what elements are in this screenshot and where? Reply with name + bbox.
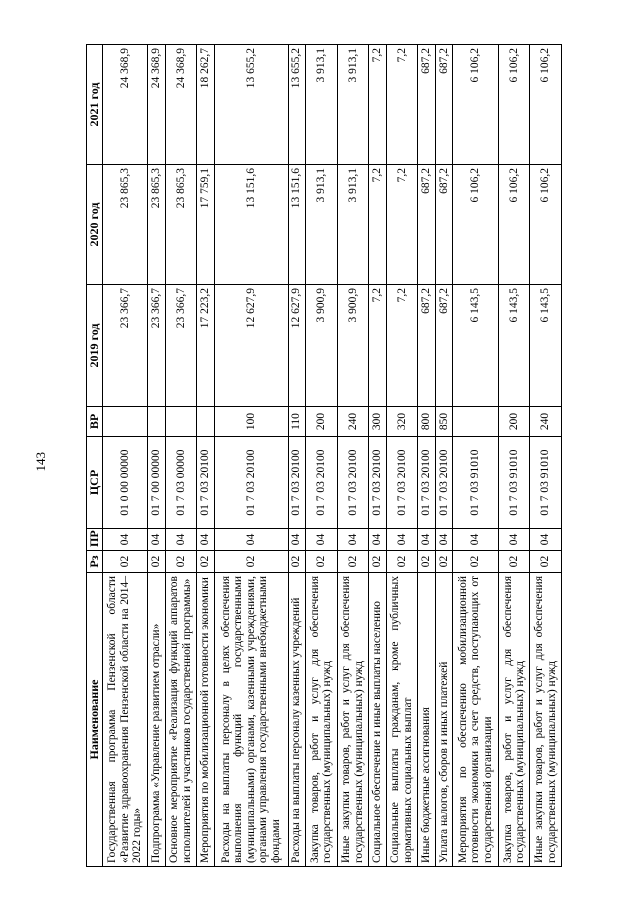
- row-vr: [148, 407, 165, 437]
- row-2019: 6 143,5: [530, 285, 562, 407]
- row-vr: [165, 407, 197, 437]
- row-name: Расходы на выплаты персоналу казенных учреждений: [288, 573, 305, 867]
- table-row: [418, 45, 435, 867]
- row-rz: 02: [337, 551, 369, 573]
- row-rz: 02: [386, 551, 418, 573]
- row-csr: 01 7 00 00000: [148, 437, 165, 529]
- row-pr: 04: [165, 529, 197, 551]
- row-csr: 01 7 03 20100: [418, 437, 435, 529]
- row-2019: 687,2: [418, 285, 435, 407]
- row-2019: 6 143,5: [498, 285, 530, 407]
- row-rz: 02: [102, 551, 148, 573]
- row-2021: 7,2: [369, 45, 386, 165]
- table-row: [148, 45, 165, 867]
- row-2021: 6 106,2: [453, 45, 499, 165]
- row-pr: 04: [305, 529, 337, 551]
- row-2019: 23 366,7: [102, 285, 148, 407]
- row-name: Закупка товаров, работ и услуг для обеспечения государственных (муниципальных) нужд: [305, 573, 337, 867]
- row-name: Иные бюджетные ассигнования: [418, 573, 435, 867]
- header-csr: ЦСР: [87, 437, 103, 529]
- row-csr: 01 7 03 20100: [214, 437, 288, 529]
- row-2021: 13 655,2: [288, 45, 305, 165]
- table-row: [197, 45, 214, 867]
- table-row: [530, 45, 562, 867]
- row-rz: 02: [453, 551, 499, 573]
- row-name: Мероприятия по мобилизационной готовности экономики: [197, 573, 214, 867]
- row-csr: 01 7 03 20100: [386, 437, 418, 529]
- row-2019: 12 627,9: [214, 285, 288, 407]
- table-body: [102, 45, 562, 867]
- table-header-row: [87, 45, 103, 867]
- row-2020: 6 106,2: [530, 165, 562, 285]
- row-csr: 01 7 03 20100: [305, 437, 337, 529]
- row-csr: 01 7 03 20100: [288, 437, 305, 529]
- row-vr: 100: [214, 407, 288, 437]
- row-2019: 12 627,9: [288, 285, 305, 407]
- table-row: [435, 45, 452, 867]
- row-2021: 18 262,7: [197, 45, 214, 165]
- row-name: Уплата налогов, сборов и иных платежей: [435, 573, 452, 867]
- page-number: 143: [33, 452, 48, 472]
- row-name: Социальное обеспечение и иные выплаты населению: [369, 573, 386, 867]
- row-2019: 687,2: [435, 285, 452, 407]
- table-row: [165, 45, 197, 867]
- row-2021: 24 368,9: [148, 45, 165, 165]
- row-vr: [197, 407, 214, 437]
- row-2020: 6 106,2: [453, 165, 499, 285]
- row-pr: 04: [435, 529, 452, 551]
- row-csr: 01 0 00 00000: [102, 437, 148, 529]
- row-csr: 01 7 03 91010: [498, 437, 530, 529]
- row-csr: 01 7 03 20100: [337, 437, 369, 529]
- row-rz: 02: [435, 551, 452, 573]
- row-vr: 200: [498, 407, 530, 437]
- table-row: [369, 45, 386, 867]
- header-pr: ПР: [87, 529, 103, 551]
- row-name: Государственная программа Пензенской области «Развитие здравоохранения Пензенской области на 2014–2022 годы»: [102, 573, 148, 867]
- row-2020: 13 151,6: [288, 165, 305, 285]
- header-name: Наименование: [87, 573, 103, 867]
- row-2020: 3 913,1: [305, 165, 337, 285]
- row-2021: 687,2: [435, 45, 452, 165]
- table-row: [102, 45, 148, 867]
- row-name: Мероприятия по обеспечению мобилизационной готовности экономики за счет средств, поступающих от государственной организации: [453, 573, 499, 867]
- row-2020: 687,2: [418, 165, 435, 285]
- row-pr: 04: [530, 529, 562, 551]
- row-pr: 04: [386, 529, 418, 551]
- row-2020: 7,2: [386, 165, 418, 285]
- header-rz: Рз: [87, 551, 103, 573]
- row-rz: 02: [197, 551, 214, 573]
- row-2019: 17 223,2: [197, 285, 214, 407]
- row-pr: 04: [369, 529, 386, 551]
- row-vr: 240: [530, 407, 562, 437]
- row-csr: 01 7 03 20100: [435, 437, 452, 529]
- row-pr: 04: [337, 529, 369, 551]
- row-name: Закупка товаров, работ и услуг для обеспечения государственных (муниципальных) нужд: [498, 573, 530, 867]
- row-vr: 240: [337, 407, 369, 437]
- table-row: [498, 45, 530, 867]
- row-csr: 01 7 03 20100: [197, 437, 214, 529]
- row-2020: 13 151,6: [214, 165, 288, 285]
- row-2021: 3 913,1: [337, 45, 369, 165]
- row-name: Иные закупки товаров, работ и услуг для обеспечения государственных (муниципальных) нужд: [530, 573, 562, 867]
- row-2021: 13 655,2: [214, 45, 288, 165]
- row-2021: 6 106,2: [498, 45, 530, 165]
- row-pr: 04: [288, 529, 305, 551]
- row-2021: 24 368,9: [102, 45, 148, 165]
- table-row: [288, 45, 305, 867]
- row-2021: 687,2: [418, 45, 435, 165]
- row-rz: 02: [305, 551, 337, 573]
- row-name: Основное мероприятие «Реализация функций аппаратов исполнителей и участников государственной программы»: [165, 573, 197, 867]
- table-row: [453, 45, 499, 867]
- budget-table: [86, 44, 562, 867]
- row-2020: 3 913,1: [337, 165, 369, 285]
- header-2021: 2021 год: [87, 45, 103, 165]
- row-2019: 6 143,5: [453, 285, 499, 407]
- row-vr: 200: [305, 407, 337, 437]
- row-rz: 02: [418, 551, 435, 573]
- row-name: Подпрограмма «Управление развитием отрасли»: [148, 573, 165, 867]
- table-row: [337, 45, 369, 867]
- row-pr: 04: [498, 529, 530, 551]
- rotated-page-content: [86, 45, 562, 867]
- row-vr: 300: [369, 407, 386, 437]
- header-2020: 2020 год: [87, 165, 103, 285]
- row-rz: 02: [148, 551, 165, 573]
- row-2019: 7,2: [386, 285, 418, 407]
- row-2019: 3 900,9: [337, 285, 369, 407]
- table-row: [305, 45, 337, 867]
- row-2020: 687,2: [435, 165, 452, 285]
- row-2019: 7,2: [369, 285, 386, 407]
- row-vr: [102, 407, 148, 437]
- row-2019: 3 900,9: [305, 285, 337, 407]
- table-row: [214, 45, 288, 867]
- row-vr: 800: [418, 407, 435, 437]
- row-2019: 23 366,7: [165, 285, 197, 407]
- row-rz: 02: [369, 551, 386, 573]
- row-csr: 01 7 03 00000: [165, 437, 197, 529]
- table-row: [386, 45, 418, 867]
- row-pr: 04: [418, 529, 435, 551]
- row-rz: 02: [498, 551, 530, 573]
- row-vr: 320: [386, 407, 418, 437]
- row-csr: 01 7 03 20100: [369, 437, 386, 529]
- row-pr: 04: [102, 529, 148, 551]
- header-vr: ВР: [87, 407, 103, 437]
- row-2019: 23 366,7: [148, 285, 165, 407]
- row-rz: 02: [165, 551, 197, 573]
- row-pr: 04: [148, 529, 165, 551]
- row-2020: 23 865,3: [102, 165, 148, 285]
- row-2021: 6 106,2: [530, 45, 562, 165]
- row-2020: 7,2: [369, 165, 386, 285]
- row-pr: 04: [197, 529, 214, 551]
- row-vr: 110: [288, 407, 305, 437]
- row-2021: 7,2: [386, 45, 418, 165]
- row-name: Социальные выплаты гражданам, кроме публичных нормативных социальных выплат: [386, 573, 418, 867]
- row-2021: 24 368,9: [165, 45, 197, 165]
- row-rz: 02: [214, 551, 288, 573]
- header-2019: 2019 год: [87, 285, 103, 407]
- row-rz: 02: [530, 551, 562, 573]
- row-pr: 04: [453, 529, 499, 551]
- row-pr: 04: [214, 529, 288, 551]
- row-2020: 17 759,1: [197, 165, 214, 285]
- row-vr: [453, 407, 499, 437]
- row-name: Расходы на выплаты персоналу в целях обеспечения выполнения функций государственными (муниципальными) органами, казенными учреждениями, органами управления государственными внебюджетными фондами: [214, 573, 288, 867]
- row-2020: 6 106,2: [498, 165, 530, 285]
- row-2020: 23 865,3: [165, 165, 197, 285]
- row-rz: 02: [288, 551, 305, 573]
- row-2021: 3 913,1: [305, 45, 337, 165]
- row-name: Иные закупки товаров, работ и услуг для обеспечения государственных (муниципальных) нужд: [337, 573, 369, 867]
- row-csr: 01 7 03 91010: [453, 437, 499, 529]
- row-vr: 850: [435, 407, 452, 437]
- row-csr: 01 7 03 91010: [530, 437, 562, 529]
- row-2020: 23 865,3: [148, 165, 165, 285]
